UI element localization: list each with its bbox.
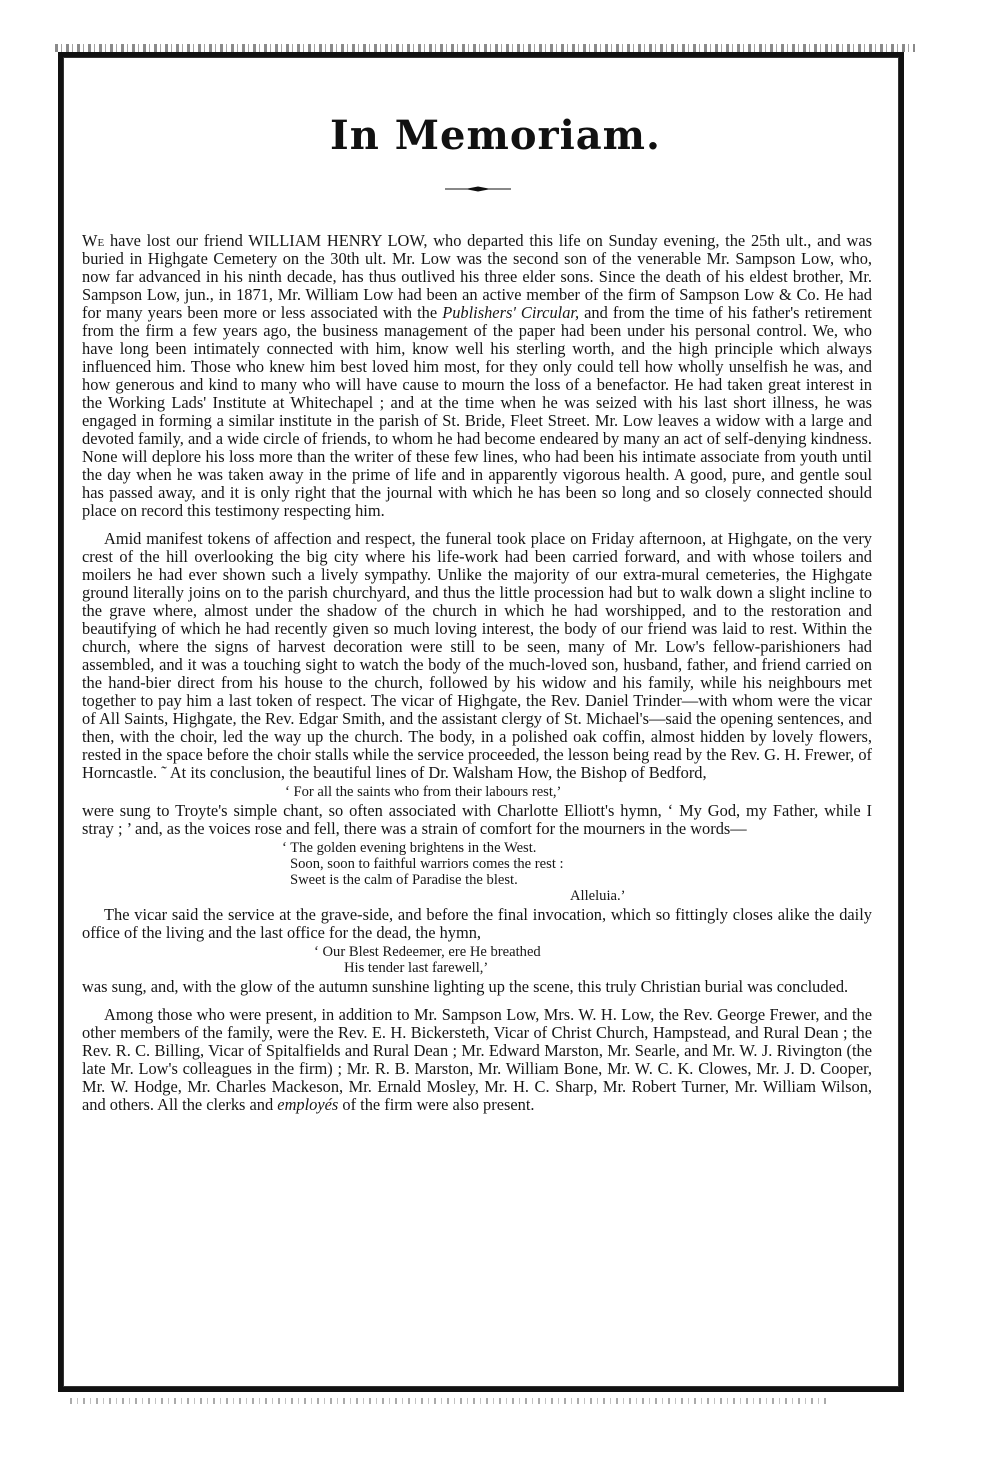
hymn-quote-2-line-2: Soon, soon to faithful warriors comes the rest :: [290, 856, 564, 872]
lead-word: We: [82, 231, 105, 250]
hymn-quote-2-line-1: ‘ The golden evening brightens in the West.: [282, 840, 537, 856]
hymn-quote-2-line-4: Alleluia.’: [570, 888, 626, 904]
paragraph-6: [82, 1006, 872, 1114]
title-ornament-rule: [445, 186, 511, 192]
paragraph-2: Amid manifest tokens of affection and respect, the funeral took place on Friday afternoon, at Highgate, on the very crest of the hill overlooking the big city where his life-work had been carried forward, and with whose toilers and moilers he had ever shown such a lively sympathy. Unlike the majority of our extra-mural cemeteries, the Highgate ground literally joins on to the parish churchyard, and thus the little procession had but to walk down a slight incline to the grave where, almost under the shadow of the church in which he had worshipped, and to the restoration and beautifying of which he had recently given so much loving interest, the body of our friend was laid to rest. Within the church, where the signs of harvest decoration were still to be seen, many of Mr. Low's fellow-parishioners had assembled, and it was a touching sight to watch the body of the much-loved son, husband, father, and friend carried on the hand-bier direct from his house to the church, followed by his widow and his family, while his neighbours met together to pay him a last token of respect. The vicar of Highgate, the Rev. Daniel Trinder—with whom were the vicar of All Saints, Highgate, the Rev. Edgar Smith, and the assistant clergy of St. Michael's—said the opening sentences, and then, with the choir, led the way up the church. The body, in a polished oak coffin, almost hidden by lovely flowers, rested in the space before the choir stalls while the service proceeded, the lesson being read by the Rev. G. H. Frewer, of Horncastle. ˜ At its conclusion, the beautiful lines of Dr. Walsham How, the Bishop of Bedford,: [82, 529, 872, 782]
hymn-quote-2-line-3: Sweet is the calm of Paradise the blest.: [290, 872, 518, 888]
paragraph-5: was sung, and, with the glow of the autumn sunshine lighting up the scene, this truly Christian burial was concluded.: [82, 977, 849, 996]
paragraph-1: [82, 232, 872, 520]
publication-name: Publishers' Circular,: [442, 303, 580, 322]
paragraph-4: The vicar said the service at the grave-side, and before the final invocation, which so fittingly closes alike the daily office of the living and the last office for the dead, the hymn,: [82, 905, 872, 942]
page-title: In Memoriam.: [330, 112, 661, 159]
hymn-quote-3-line-1: ‘ Our Blest Redeemer, ere He breathed: [314, 944, 541, 960]
hymn-quote-2: [82, 840, 872, 904]
paragraph-1-rest: and from the time of his father's retirement from the firm a few years ago, the business management of the paper had been under his personal control. We, who have long been intimately connected with him, know well his sterling worth, and the high principle which always influenced him. Those who knew him best loved him most, for they only could tell how wholly unselfish he was, and how generous and kind to many who will have cause to mourn the loss of a benefactor. He had taken great interest in the Working Lads' Institute at Whitechapel ; and at the time when he was seized with his last short illness, he was engaged in forming a similar institute in the parish of St. Bride, Fleet Street. Mr. Low leaves a widow with a large and devoted family, and a wide circle of friends, to whom he had become endeared by many an act of self-denying kindness. None will deplore his loss more than the writer of these few lines, who had been his intimate associate from youth until the day when he was taken away in the prime of life and in apparently vigorous health. A good, pure, and gentle soul has passed away, and it is only right that the journal with which he has been so long and so closely connected should place on record this testimony respecting him.: [82, 303, 872, 520]
scan-edge-top: [55, 44, 915, 52]
paragraph-6-text: Among those who were present, in addition to Mr. Sampson Low, Mrs. W. H. Low, the Rev. George Frewer, and the other members of the family, were the Rev. E. H. Bickersteth, Vicar of Christ Church, Hampstead, and Rural Dean ; the Rev. R. C. Billing, Vicar of Spitalfields and Rural Dean ; Mr. Edward Marston, Mr. Searle, and Mr. W. J. Rivington (the late Mr. Low's colleagues in the firm) ; Mr. R. B. Marston, Mr. William Bone, Mr. W. C. K. Clowes, Mr. J. D. Cooper, Mr. W. Hodge, Mr. Charles Mackeson, Mr. Ernald Mosley, Mr. H. C. Sharp, Mr. Robert Turner, Mr. William Wilson, and others. All the clerks and: [82, 1005, 872, 1114]
hymn-quote-1: [82, 784, 872, 800]
article-body: [82, 232, 872, 1114]
hymn-quote-3-line-2: His tender last farewell,’: [344, 960, 489, 976]
employes-word: employés: [277, 1095, 339, 1114]
paragraph-6-end: of the firm were also present.: [342, 1095, 535, 1114]
paragraph-3: were sung to Troyte's simple chant, so often associated with Charlotte Elliott's hymn, ‘ My God, my Father, while I stray ; ’ and, as the voices rose and fell, there was a strain of comfort for the mourners in the words—: [82, 801, 872, 838]
scan-edge-bottom: [70, 1398, 830, 1404]
paragraph-1-text: have lost our friend WILLIAM HENRY LOW, who departed this life on Sunday evening, the 25th ult., and was buried in Highgate Cemetery on the 30th ult. Mr. Low was the second son of the venerable Mr. Sampson Low, who, now far advanced in his ninth decade, has thus outlived his three elder sons. Since the death of his eldest brother, Mr. Sampson Low, jun., in 1871, Mr. William Low had been an active member of the firm of Sampson Low & Co. He had for many years been more or less associated with the: [82, 231, 873, 322]
hymn-quote-3: [82, 944, 872, 976]
hymn-quote-1-line: ‘ For all the saints who from their labours rest,’: [285, 784, 562, 800]
